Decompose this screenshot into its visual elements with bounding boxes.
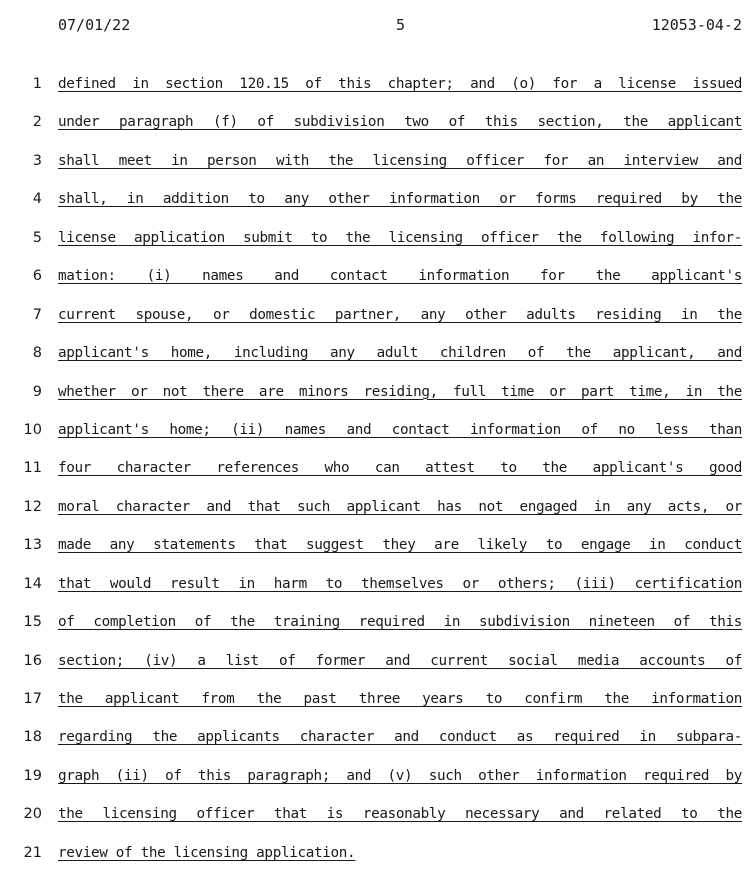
line-text: the licensing officer that is reasonably necessary and related to the — [58, 806, 742, 823]
line-text: regarding the applicants character and conduct as required in subpara- — [58, 729, 742, 746]
line-number: 8 — [32, 345, 42, 362]
line-text: graph (ii) of this paragraph; and (v) such other information required by — [58, 767, 742, 784]
line-text: review of the licensing application. — [58, 844, 356, 861]
line-text: moral character and that such applicant has not engaged in any acts, or — [58, 498, 742, 515]
header-date: 07/01/22 — [58, 16, 131, 34]
line-number: 20 — [23, 806, 42, 823]
line-text: mation: (i) names and contact information for the applicant's — [58, 268, 742, 285]
text-line-6 — [0, 264, 754, 302]
text-line-8 — [0, 341, 754, 379]
text-line-10 — [0, 418, 754, 456]
line-number: 1 — [32, 76, 42, 92]
line-text: that would result in harm to themselves or others; (iii) certification — [58, 575, 742, 592]
line-number: 3 — [32, 152, 42, 169]
text-line-15 — [0, 610, 754, 648]
line-number: 5 — [32, 229, 42, 246]
line-text: of completion of the training required in subdivision nineteen of this — [58, 614, 742, 631]
line-text: four character references who can attest to the applicant's good — [58, 460, 742, 477]
line-text: applicant's home; (ii) names and contact information of no less than — [58, 421, 742, 438]
line-text: the applicant from the past three years to confirm the information — [58, 691, 742, 707]
text-line-2 — [0, 110, 754, 148]
line-number: 19 — [23, 767, 42, 784]
text-line-17 — [0, 687, 754, 725]
text-line-12 — [0, 495, 754, 533]
line-number: 18 — [23, 729, 42, 746]
text-line-9 — [0, 380, 754, 418]
header-bill-number: 12053-04-2 — [651, 16, 742, 34]
text-line-19 — [0, 764, 754, 802]
line-text: applicant's home, including any adult children of the applicant, and — [58, 345, 742, 362]
line-text: whether or not there are minors residing, full time or part time, in the — [58, 383, 742, 400]
text-line-18 — [0, 725, 754, 763]
line-text: shall meet in person with the licensing officer for an interview and — [58, 152, 742, 169]
document-body — [0, 72, 754, 879]
line-number: 14 — [23, 575, 42, 592]
line-text: shall, in addition to any other information or forms required by the — [58, 191, 742, 208]
line-number: 4 — [32, 191, 42, 208]
line-text: license application submit to the licensing officer the following infor- — [58, 229, 742, 246]
text-line-1 — [0, 72, 754, 110]
line-text: made any statements that suggest they are likely to engage in conduct — [58, 537, 742, 554]
line-text: defined in section 120.15 of this chapter; and (o) for a license issued — [58, 76, 742, 92]
text-line-3 — [0, 149, 754, 187]
line-number: 10 — [23, 421, 42, 438]
line-number: 15 — [23, 614, 42, 631]
line-number: 6 — [32, 268, 42, 285]
text-line-20 — [0, 802, 754, 840]
line-number: 7 — [32, 306, 42, 323]
text-line-4 — [0, 187, 754, 225]
line-number: 21 — [23, 844, 42, 861]
line-text: current spouse, or domestic partner, any other adults residing in the — [58, 306, 742, 323]
text-line-16 — [0, 649, 754, 687]
line-text: under paragraph (f) of subdivision two of this section, the applicant — [58, 114, 742, 131]
page-header — [0, 16, 754, 38]
text-line-21 — [0, 841, 754, 879]
line-number: 13 — [23, 537, 42, 554]
text-line-7 — [0, 303, 754, 341]
line-text: section; (iv) a list of former and current social media accounts of — [58, 652, 742, 669]
text-line-13 — [0, 533, 754, 571]
line-number: 9 — [32, 383, 42, 400]
text-line-11 — [0, 456, 754, 494]
text-line-14 — [0, 572, 754, 610]
line-number: 2 — [32, 114, 42, 131]
line-number: 16 — [23, 652, 42, 669]
header-page-number: 5 — [396, 16, 406, 34]
line-number: 11 — [23, 460, 42, 477]
line-number: 17 — [23, 691, 42, 707]
line-number: 12 — [23, 498, 42, 515]
text-line-5 — [0, 226, 754, 264]
